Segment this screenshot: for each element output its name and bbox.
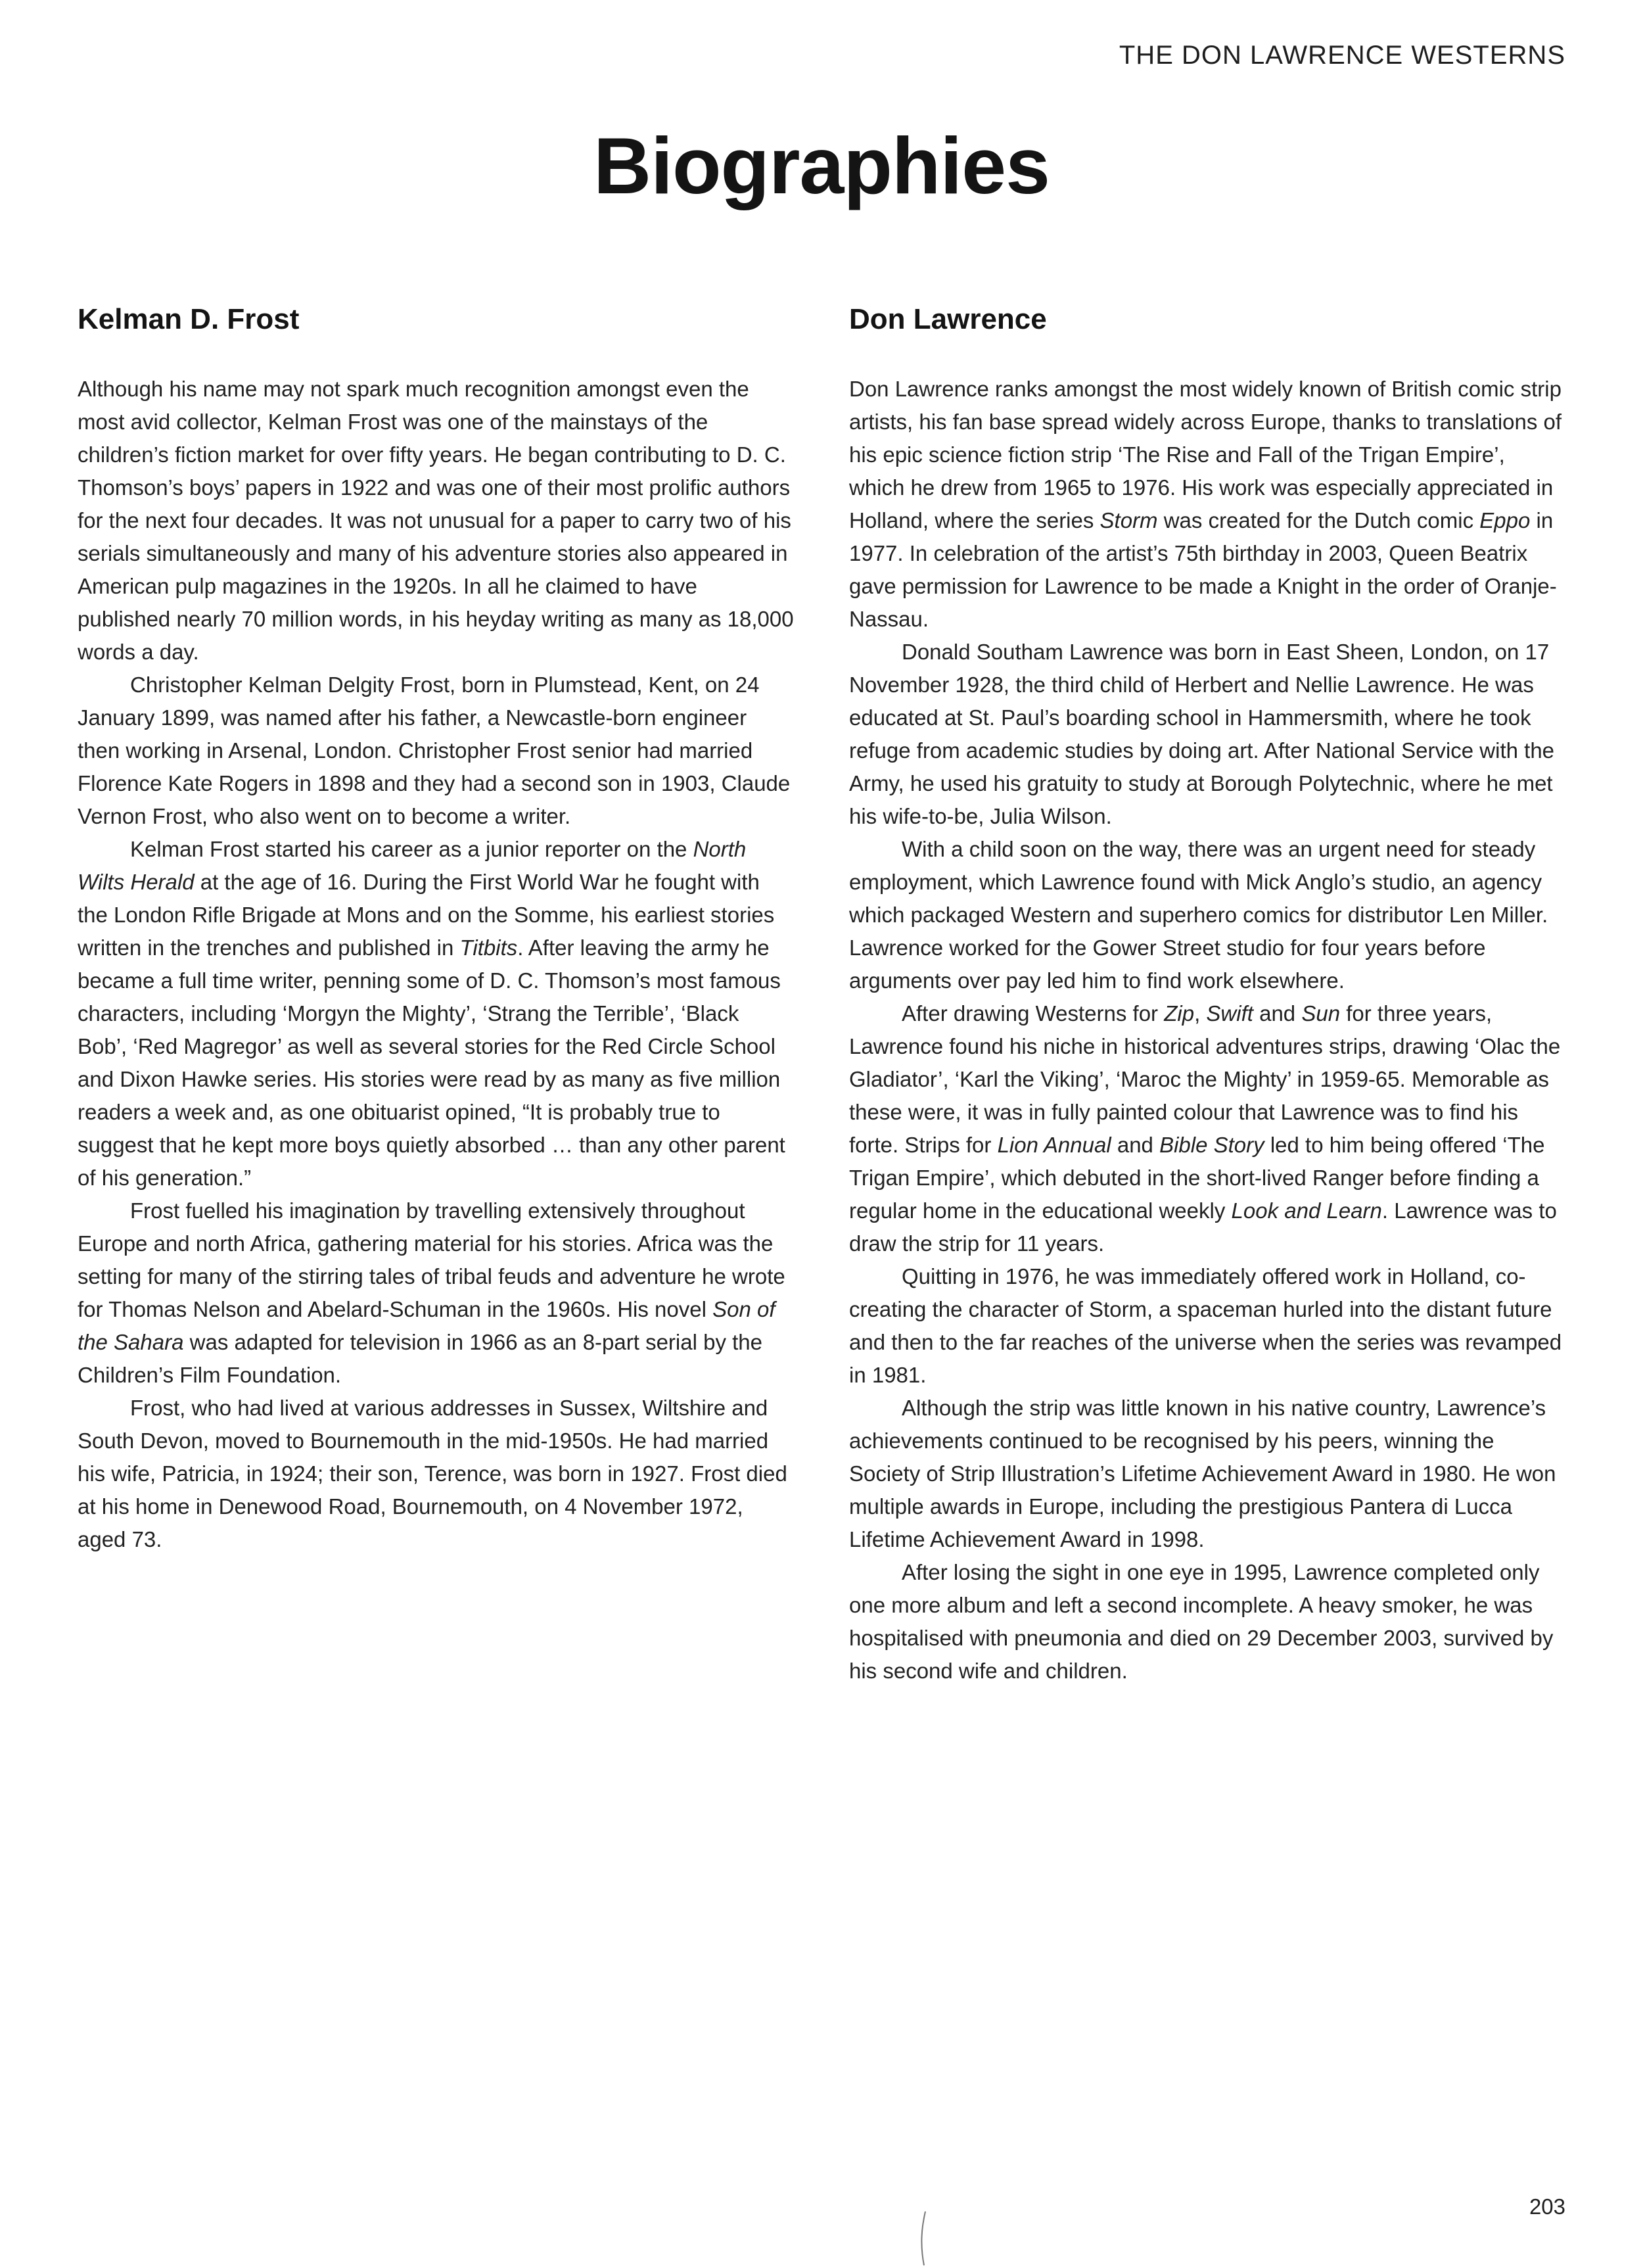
italic-title: Look and Learn	[1231, 1198, 1382, 1223]
italic-title: Bible Story	[1159, 1132, 1264, 1157]
text-run: . After leaving the army he became a full time writer, penning some of D. C. Thomson’s most famous characters, including ‘Morgyn the Mighty’, ‘Strang the Terrible’, ‘Black Bob’, ‘Red Magregor’ as well as several stories for the Red Circle School and Dixon Hawke series. His stories were read by as many as five million readers a week and, as one obituarist opined, “It is probably true to suggest that he kept more boys quietly absorbed … than any other parent of his generation.”	[78, 935, 785, 1190]
text-run: Quitting in 1976, he was immediately offered work in Holland, co-creating the character of Storm, a spaceman hurled into the distant future and then to the far reaches of the universe when the series was revamped in 1981.	[849, 1264, 1562, 1387]
text-run: With a child soon on the way, there was an urgent need for steady employment, which Lawrence found with Mick Anglo’s studio, an agency which packaged Western and superhero comics for distributor Len Miller. Lawrence worked for the Gower Street studio for four years before arguments over pay led him to find work elsewhere.	[849, 836, 1548, 993]
text-run: at the age of 16. During the First World War he fought with the London Rifle Brigade at Mons and on the Somme, his earliest stories written in the trenches and published in	[78, 869, 775, 960]
page-number: 203	[1529, 2194, 1565, 2219]
text-run: Don Lawrence ranks amongst the most widely known of British comic strip artists, his fan base spread widely across Europe, thanks to translations of his epic science fiction strip ‘The Rise and Fall of the Trigan Empire’, which he drew from 1965 to 1976. His work was especially appreciated in Holland, where the series	[849, 376, 1562, 532]
italic-title: Lion Annual	[997, 1132, 1111, 1157]
italic-title: North Wilts Herald	[78, 836, 747, 894]
italic-title: Sun	[1301, 1001, 1341, 1026]
text-run: Christopher Kelman Delgity Frost, born in Plumstead, Kent, on 24 January 1899, was named after his father, a Newcastle-born engineer then working in Arsenal, London. Christopher Frost senior had married Florence Kate Rogers in 1898 and they had a second son in 1903, Claude Vernon Frost, who also went on to become a writer.	[78, 672, 791, 828]
italic-title: Swift	[1206, 1001, 1253, 1026]
biography-body-frost	[78, 373, 794, 1556]
paragraph	[849, 1556, 1565, 1688]
biography-lawrence	[849, 302, 1565, 1688]
text-run: . Lawrence was to draw the strip for 11 years.	[849, 1198, 1557, 1256]
biography-frost	[78, 302, 794, 1556]
paragraph	[849, 833, 1565, 997]
text-run: Frost fuelled his imagination by travelling extensively throughout Europe and north Africa, gathering material for his stories. Africa was the setting for many of the stirring tales of tribal feuds and adventure he wrote for Thomas Nelson and Abelard-Schuman in the 1960s. His novel	[78, 1198, 785, 1321]
page-title: Biographies	[593, 121, 1050, 210]
paragraph	[849, 997, 1565, 1260]
paragraph	[849, 1392, 1565, 1556]
italic-title: Titbits	[459, 935, 518, 960]
paragraph	[78, 1194, 794, 1392]
running-header: THE DON LAWRENCE WESTERNS	[1119, 41, 1565, 70]
text-run: ,	[1194, 1001, 1207, 1026]
biography-body-lawrence	[849, 373, 1565, 1688]
section-heading-frost: Kelman D. Frost	[78, 303, 300, 335]
text-run: After drawing Westerns for	[902, 1001, 1165, 1026]
paragraph	[849, 373, 1565, 636]
italic-title: Son of the Sahara	[78, 1296, 775, 1354]
italic-title: Eppo	[1479, 508, 1531, 532]
text-run: Although the strip was little known in his native country, Lawrence’s achievements continued to be recognised by his peers, winning the Society of Strip Illustration’s Lifetime Achievement Award in 1980. He won multiple awards in Europe, including the prestigious Pantera di Lucca Lifetime Achievement Award in 1998.	[849, 1395, 1556, 1551]
text-run: led to him being offered ‘The Trigan Empire’, which debuted in the short-lived Ranger before finding a regular home in the educational weekly	[849, 1132, 1545, 1223]
paragraph	[849, 1260, 1565, 1392]
text-run: Frost, who had lived at various addresses in Sussex, Wiltshire and South Devon, moved to Bournemouth in the mid-1950s. He had married his wife, Patricia, in 1924; their son, Terence, was born in 1927. Frost died at his home in Denewood Road, Bournemouth, on 4 November 1972, aged 73.	[78, 1395, 787, 1551]
italic-title: Storm	[1099, 508, 1158, 532]
paragraph	[78, 669, 794, 833]
text-run: Although his name may not spark much recognition amongst even the most avid collector, Kelman Frost was one of the mainstays of the children’s fiction market for over fifty years. He began contributing to D. C. Thomson’s boys’ papers in 1922 and was one of their most prolific authors for the next four decades. It was not unusual for a paper to carry two of his serials simultaneously and many of his adventure stories also appeared in American pulp magazines in the 1920s. In all he claimed to have published nearly 70 million words, in his heyday writing as many as 18,000 words a day.	[78, 376, 794, 664]
pencil-mark	[914, 2209, 940, 2268]
text-run: After losing the sight in one eye in 1995, Lawrence completed only one more album and left a second incomplete. A heavy smoker, he was hospitalised with pneumonia and died on 29 December 2003, survived by his second wife and children.	[849, 1559, 1554, 1683]
paragraph	[849, 636, 1565, 833]
paragraph	[78, 1392, 794, 1556]
paragraph	[78, 373, 794, 669]
text-run: was adapted for television in 1966 as an 8-part serial by the Children’s Film Foundation.	[78, 1329, 762, 1387]
paragraph	[78, 833, 794, 1194]
text-run: Donald Southam Lawrence was born in East Sheen, London, on 17 November 1928, the third child of Herbert and Nellie Lawrence. He was educated at St. Paul’s boarding school in Hammersmith, where he took refuge from academic studies by doing art. After National Service with the Army, he used his gratuity to study at Borough Polytechnic, where he met his wife-to-be, Julia Wilson.	[849, 639, 1555, 828]
section-heading-lawrence: Don Lawrence	[849, 303, 1047, 335]
text-run: in 1977. In celebration of the artist’s 75th birthday in 2003, Queen Beatrix gave permission for Lawrence to be made a Knight in the order of Oranje-Nassau.	[849, 508, 1557, 631]
text-run: was created for the Dutch comic	[1157, 508, 1480, 532]
text-run: Kelman Frost started his career as a junior reporter on the	[130, 836, 693, 861]
text-run: and	[1253, 1001, 1302, 1026]
text-run: for three years, Lawrence found his niche in historical adventures strips, drawing ‘Olac the Gladiator’, ‘Karl the Viking’, ‘Maroc the Mighty’ in 1959-65. Memorable as these were, it was in fully painted colour that Lawrence was to find his forte. Strips for	[849, 1001, 1561, 1157]
italic-title: Zip	[1164, 1001, 1195, 1026]
text-run: and	[1111, 1132, 1160, 1157]
